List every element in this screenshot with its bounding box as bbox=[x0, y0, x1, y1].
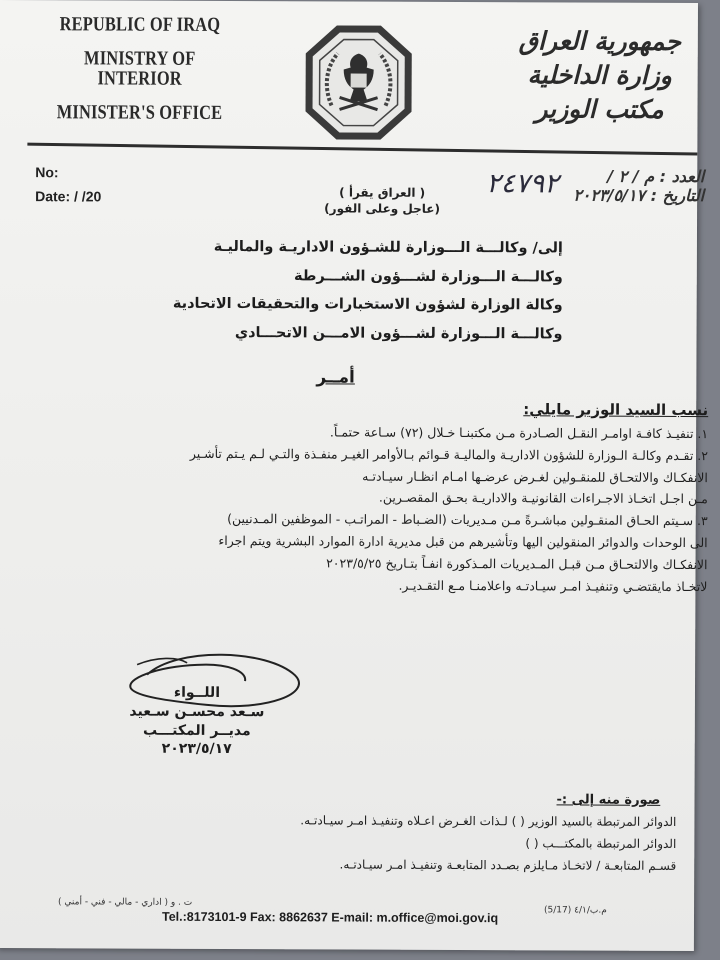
copy-to-list bbox=[56, 812, 676, 881]
date-label: Date: / /20 bbox=[35, 188, 102, 205]
ar-date: التاريخ : ٢٠٢٣/٥/١٧ bbox=[573, 185, 705, 206]
order-title: أمــر bbox=[316, 367, 355, 388]
body-line: الانفكـاك والالتحـاق للمنقـولين لغـرض عرضـها امـام انظـار سيـادتـه bbox=[362, 468, 708, 485]
order-body bbox=[53, 423, 708, 600]
motto-block bbox=[317, 185, 447, 218]
number-date-labels bbox=[35, 164, 101, 212]
addressee-line: وكالـــة الـــوزارة لشـــؤون الامـــن الاتحـــادي bbox=[234, 324, 563, 342]
body-line: ١. تنفيـذ كافـة اوامـر النقـل الصـادرة مـن مكتبنـا خـلال (٧٢) سـاعة حتمـاً. bbox=[329, 424, 709, 442]
cc-line: الدوائر المرتبطة بالمكتـــب ( ) bbox=[525, 836, 677, 851]
signature-block bbox=[77, 684, 317, 760]
addressee-line: إلى/ وكالـــة الـــوزارة للشـؤون الاداريـة والماليـة bbox=[213, 238, 563, 257]
addressee-line: وكالة الوزارة لشؤون الاستخبارات والتحقيقات الاتحادية bbox=[172, 295, 563, 314]
letterhead-line-3: MINISTER'S OFFICE bbox=[56, 101, 223, 124]
ar-number: العدد : م / ٢ / bbox=[607, 166, 705, 187]
copy-to-heading: صورة منه إلى :- bbox=[556, 792, 661, 808]
footer-form-number: م.ب/٤/١ (5/17) bbox=[544, 905, 607, 916]
english-letterhead bbox=[29, 14, 250, 137]
handwritten-reference-number: ٢٤٧٩٢ bbox=[486, 168, 559, 200]
cc-line: قسـم المتابعـة / لاتخـاذ مـايلزم بصـدد المتابعـة وتنفيـذ امـر سيـادتـه. bbox=[339, 857, 677, 873]
signature-date: ٢٠٢٣/٥/١٧ bbox=[161, 741, 232, 758]
letterhead-ar-line-3: مكتب الوزير bbox=[535, 94, 664, 124]
signer-name: سـعد محسـن سـعيد bbox=[129, 703, 265, 720]
footer-contact: Tel.:8173101-9 Fax: 8862637 E-mail: m.office@moi.gov.iq bbox=[161, 909, 499, 926]
body-line: الانفكـاك والالتحـاق مـن قبـل المـديريات المـذكورة انفـاً بتـاريخ ٢٠٢٣/٥/٢٥ bbox=[326, 555, 708, 572]
letterhead-line-1: REPUBLIC OF IRAQ bbox=[59, 13, 221, 36]
letterhead-line-2: MINISTRY OF INTERIOR bbox=[84, 47, 196, 90]
letterhead-ar-line-1: جمهورية العراق bbox=[518, 26, 682, 56]
urgency-line: (عاجل وعلى الفور) bbox=[324, 201, 441, 216]
addressee-list bbox=[138, 239, 562, 355]
iraq-police-eagle-emblem-icon bbox=[303, 23, 414, 141]
signer-title: مديــر المكتـــب bbox=[142, 722, 251, 739]
number-label: No: bbox=[35, 164, 59, 181]
body-line: ٣. سـيتم الحـاق المنقـولين مباشـرةً مـن مـديريات (الضـباط - المراتـب - الموظفين المـدنيين) bbox=[227, 511, 708, 529]
arabic-letterhead bbox=[499, 24, 699, 127]
body-line: ٢. تقـدم وكالـة الـوزارة للشؤون الاداريـة والماليـة قـوائم بـالأوامر الغيـر منفـذة والتـي لـم يـتم تأشـير bbox=[189, 445, 709, 463]
body-line: لاتخـاذ مايقتضـي وتنفيـذ امـر سيـادتـه واعلامنـا مـع التقـديـر. bbox=[398, 577, 708, 594]
body-line: الى الوحدات والدوائر المنقولين اليها وتأشيرهم من قبل مديرية ادارة الموارد البشرية ويتم اجراء bbox=[218, 532, 708, 551]
subject-line: نسب السيد الوزير مايلي: bbox=[523, 400, 709, 420]
addressee-line: وكالـــة الـــوزارة لشـــؤون الشـــرطة bbox=[293, 267, 563, 285]
footer-codes: ت . و ( اداري - مالي - فني - أمني ) bbox=[58, 897, 193, 908]
motto-line: ( العراق يقرأ ) bbox=[339, 185, 426, 200]
body-line: مـن اجـل اتخـاذ الاجـراءات القانونيـة والاداريـة بحـق المقصـرين. bbox=[378, 490, 708, 507]
cc-line: الدوائر المرتبطة بالسيد الوزير ( ) لـذات الغـرض اعـلاه وتنفيـذ امـر سيـادتـه. bbox=[300, 813, 677, 829]
signer-rank: اللــواء bbox=[173, 684, 221, 701]
header-divider bbox=[27, 143, 697, 156]
letterhead-ar-line-2: وزارة الداخلية bbox=[527, 60, 672, 90]
